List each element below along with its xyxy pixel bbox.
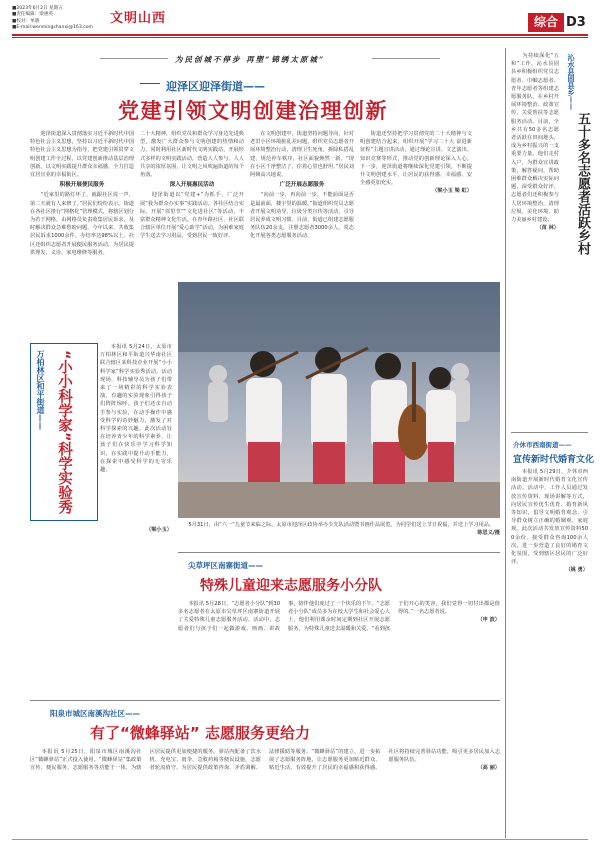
email-address: ■E-mail:wenmingshanxi@163.com [12, 25, 94, 31]
orchestra-photo [178, 282, 500, 518]
right-title-2: 宣传新时代婚育文化 [513, 455, 595, 465]
bottom-kicker: 阳泉市城区南溪沟社区—— [50, 709, 140, 718]
footer-rule [12, 839, 588, 840]
photo-caption-text: 5月31日，由“六一”儿童节来临之际，太原市迎泽区政协举办少先队活动暨书画作品展览，为同学们送上节日祝福，并送上学习用品。 [178, 522, 495, 528]
lead-col1-text: 迎泽街道深入贯彻落实习近平新时代中国特色社会主义思想，坚持以习近平新时代中国特色社会主义思想为指导，把党建引领贯穿文明创建工作全过程，以党建创新推动基层治理创新，以文明实践提升群众幸福感，全力打造宜居宜业的幸福街区。 [30, 131, 134, 179]
lead-col3-text: 在文明创建中，街道坚持问题导向，针对老旧小区环境脏乱差问题，组织党员志愿者开展环境整治行动，清理卫生死角，拆除私搭乱建，规范停车秩序，社区面貌焕然一新。“现在小区干净整洁了，住着心里也舒坦。”居民刘阿姨高兴地说。 [250, 131, 354, 179]
lead-kicker-rule [140, 83, 160, 84]
park-kicker: 尖草坪区南寨街道—— [188, 561, 263, 570]
park-body [178, 600, 500, 696]
lead-subhead-1: 积极开展便民服务 [59, 182, 105, 189]
right-text-1: 为持续深化“五和”工作，沁水县固县乡积极组织党员志愿者、巾帼志愿者、青年志愿者等组建志愿服务队，在乡村开展环境整治、政策宣传、关爱帮扶等志愿服务活动。目前，全乡共有50多名志愿者活跃在田间地头，成为乡村振兴的一支重要力量。他们走村入户，为群众宣讲政策、解答疑问，帮助困难群众解决实际问题，深受群众好评。志愿者们还积极参与人居环境整治，清理垃圾、美化环境，助力美丽乡村建设。 [511, 53, 559, 224]
page-number: D3 [566, 15, 586, 30]
lead-kicker: 迎泽区迎泽街道—— [166, 80, 265, 93]
right-byline-1: （苗 林） [536, 225, 559, 232]
lead-col2-text: 二十大精神，组织党员和群众学习身边先进典型，激发广大群众参与文明创建的热情和动力。同时利用社区新时代文明实践站，开展形式多样的文明实践活动，营造人人参与、人人共享的浓厚氛围，让文明之风吹遍街道的每个角落。 [140, 131, 244, 179]
youth-title-box [30, 343, 98, 521]
right-body-2 [511, 468, 588, 838]
youth-body-bottom [30, 526, 172, 560]
bottom-byline: （高 丽） [477, 765, 500, 772]
slogan: 为民创城不停步 再塑“锦绣太原城” [175, 55, 326, 64]
design-credit: ■校对：单晓 [12, 18, 40, 24]
bottom-text: 本报讯 5月25日，阳泉市城区南溪沟社区“微蜂驿站”正式投入使用。“微蜂驿站”集政策宣传、便民服务、志愿服务等功能于一体，为辖区居民提供更加便捷的服务。驿站内配备了饮水机、充电宝、雨伞、急救药箱等便民设施，志愿者轮流值守，为居民提供政策咨询、矛盾调解、法律援助等服务。“微蜂驿站”的建立，进一步拓展了志愿服务阵地，让志愿服务更加贴近群众、贴近生活，有效提升了居民的幸福感和获得感。社区将持续完善驿站功能，吸引更多居民加入志愿服务队伍。 [30, 749, 500, 772]
youth-byline: （梁小玉） [146, 527, 172, 533]
lead-col2b-text: 迎泽街道以“党建+”为抓手，广泛开展“我为群众办实事”实践活动。各社区结合实际，开展“邻里节”“文化进社区”等活动，丰富群众精神文化生活。在青年路社区，社区联合辖区单位开展“爱心助学”活动，为困难家庭学生送去学习用品，受到居民一致好评。 [140, 192, 244, 240]
photo-credit: 陈思义/摄 [477, 530, 500, 536]
bottom-divider-top [30, 700, 500, 701]
lead-col4-text: 街道还坚持把学习贯彻党的二十大精神与文明创建结合起来，组织开展“学习二十大 奋进新征程”主题宣讲活动，通过理论宣讲、文艺演出、知识竞赛等形式，推动党的创新理论深入人心。下一步，迎泽街道将继续深化党建引领，不断提升文明创建水平，让居民的获得感、幸福感、安全感更加充实。 [360, 131, 472, 187]
orchestra-illustration [178, 282, 500, 518]
lead-byline: （梁小玉 梁 虹） [432, 188, 472, 195]
right-title: 五十多名志愿者活跃乡村 [575, 112, 590, 255]
lead-column-4 [360, 130, 472, 278]
masthead-meta [12, 6, 93, 32]
photo-caption [178, 521, 500, 537]
right-text-2: 本报讯 5月29日，介休市西南街道开展新时代婚育文化宣传活动。活动中，工作人员通过发放宣传资料、现场讲解等方式，向居民宣传优生优育、婚育新风等知识，倡导文明婚育观念，引导群众树立正确的婚姻观、家庭观。此次活动共发放宣传资料500余份，接受群众咨询100余人次，进一步营造了良好的婚育文化氛围，受到辖区居民的广泛好评。 [511, 469, 588, 566]
lead-subhead-3: 广泛开展志愿服务 [279, 182, 325, 189]
masthead [0, 0, 600, 40]
bottom-body [30, 748, 500, 836]
section-label: 综合 [528, 13, 564, 32]
masthead-rule [12, 34, 588, 36]
lead-col1b-text: “近家里的路灯坏了，就跟社区说一声，第二天就有人来修了。”居民们纷纷表示。街道在各社区推行“网格化”管理模式，将辖区划分为若干网格，由网格员负责收集居民诉求，及时解决群众急难愁盼问题。今年以来，共收集居民诉求1000余件，办结率达98%以上。社区还组织志愿者开展便民服务活动，为居民提供理发、义诊、家电维修等服务。 [30, 192, 134, 256]
park-title: 特殊儿童迎来志愿服务小分队 [200, 578, 382, 594]
lead-column-3 [250, 130, 354, 278]
masthead-rule-thin [12, 37, 588, 38]
lead-column-2 [140, 130, 244, 278]
lead-subhead-2: 深入开展惠民活动 [169, 182, 215, 189]
right-body-1 [511, 52, 559, 428]
editor-credit: ■责任编辑：梁惠英 [12, 12, 54, 18]
youth-title: “小小科学家”科学实验秀 [56, 350, 72, 515]
lead-col3b-text: “向前一步，再向前一步。不能前面是否是最前面，楼宇里的温暖。”街道组织党员志愿者开展文明劝导、垃圾分类宣传等活动，引导居民养成文明习惯。目前，街道已组建志愿服务队伍20余支，注册志愿者3000余人，常态化开展各类志愿服务活动。 [250, 192, 354, 240]
bottom-title: 有了“微蜂驿站” 志愿服务更给力 [90, 724, 310, 742]
right-byline-2: （姚 勇） [565, 567, 588, 574]
right-kicker: 沁水县固县乡—— [567, 54, 575, 110]
youth-body-top [100, 343, 172, 521]
right-kicker-2: 介休市西南街道—— [513, 441, 572, 449]
slogan-line-left [100, 58, 168, 59]
youth-kicker: 万柏林区和平街道—— [36, 350, 45, 430]
right-divider [511, 432, 588, 433]
right-column-divider [505, 48, 506, 838]
lead-column-1 [30, 130, 134, 335]
paper-logo: 文明山西 [110, 11, 167, 26]
youth-text: 本报讯 5月24日，太原市万柏林区和平街道兴华南社区联合辖区某科技企业开展“小小科学家”科学实验秀活动。活动现场，科技辅导员为孩子们带来了一场精彩的科学实验表演，有趣的实验现象引得孩子们阵阵惊呼。孩子们还亲自动手参与实验，在动手操作中感受科学的奇妙魅力，激发了对科学探索的兴趣。此次活动旨在培养青少年的科学素养，让孩子们在快乐中学习科学知识，在实践中提升动手能力，在探索中感受科学的无穷乐趣。 [100, 344, 172, 474]
park-divider-top [178, 552, 500, 553]
park-text: 本报讯 5月28日，“志愿者小分队”到30多名志愿者在太原市尖草坪区南寨街道开展了关爱特殊儿童志愿服务活动。活动中，志愿者们与孩子们一起做游戏、画画、讲故事，陪伴他们度过了一个快乐的下午。“志愿者小分队”成员多为在校大学生和社会爱心人士，他们利用课余时间定期到社区开展志愿服务，为特殊儿童送去温暖和关爱。“看到孩子们开心的笑容，我们觉得一切付出都是值得的。”一名志愿者说。 [178, 601, 500, 632]
park-byline: （申 波） [477, 617, 500, 624]
lead-headline: 党建引领文明创建治理创新 [118, 99, 388, 123]
slogan-line-right [372, 58, 440, 59]
issue-date: ■2023年6月2日 星期五 [12, 6, 63, 11]
